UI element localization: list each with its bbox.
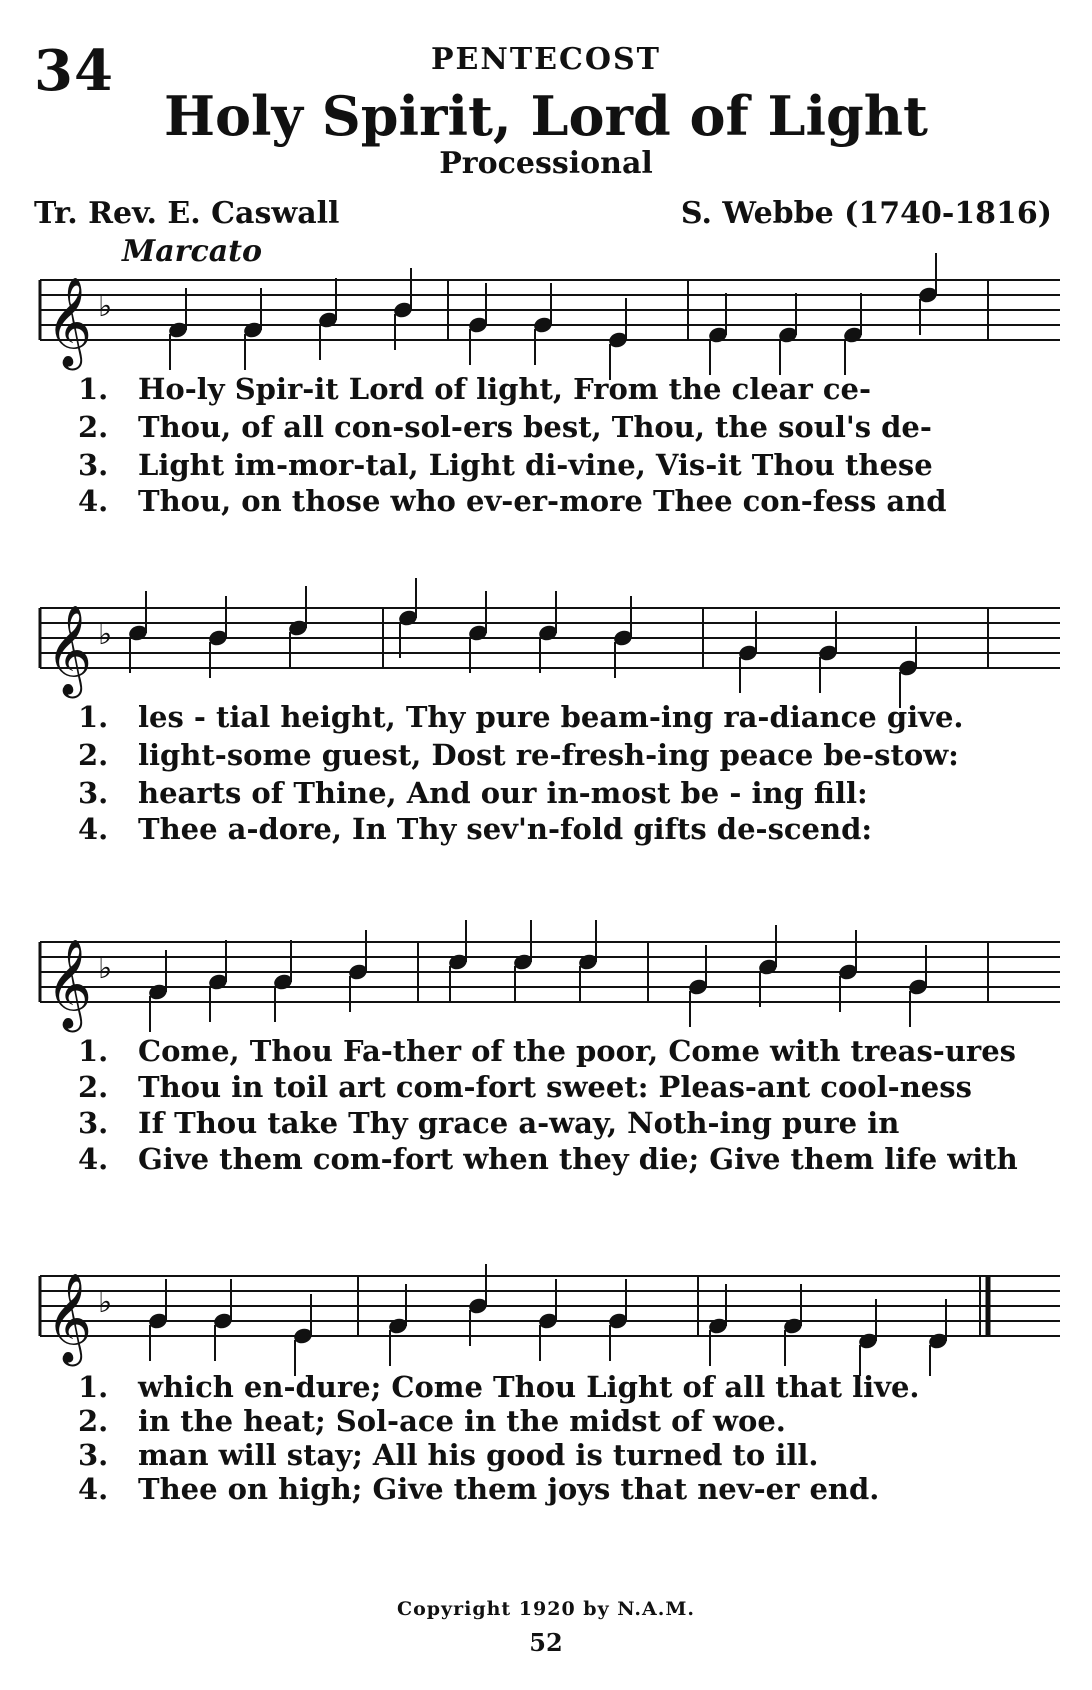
lyric-line: 1. les - tial height, Thy pure beam-ing ra-diance give. bbox=[78, 700, 964, 734]
svg-text:♭: ♭ bbox=[98, 951, 113, 986]
lyric-line: 4. Give them com-fort when they die; Give them life with bbox=[78, 1142, 1018, 1176]
music-system-3 bbox=[38, 912, 1062, 1176]
season-heading: PENTECOST bbox=[430, 42, 662, 77]
lyric-line: 3. If Thou take Thy grace a-way, Noth-ing pure in bbox=[78, 1106, 900, 1140]
lyric-line: 4. Thou, on those who ev-er-more Thee con-fess and bbox=[78, 484, 947, 518]
staff-3 bbox=[38, 912, 1062, 1042]
lyric-line: 2. light-some guest, Dost re-fresh-ing peace be-stow: bbox=[78, 738, 959, 772]
svg-text:𝄞: 𝄞 bbox=[46, 1273, 93, 1363]
lyric-line: 2. in the heat; Sol-ace in the midst of woe. bbox=[78, 1404, 786, 1438]
lyric-line: 4. Thee on high; Give them joys that nev-er end. bbox=[78, 1472, 880, 1506]
composer-credit: S. Webbe (1740-1816) bbox=[680, 196, 1052, 231]
copyright-notice: Copyright 1920 by N.A.M. bbox=[396, 1598, 696, 1620]
lyric-line: 1. which en-dure; Come Thou Light of all that live. bbox=[78, 1370, 920, 1404]
lyric-line: 3. Light im-mor-tal, Light di-vine, Vis-it Thou these bbox=[78, 448, 933, 482]
svg-text:𝄞: 𝄞 bbox=[46, 605, 93, 695]
music-system-2 bbox=[38, 578, 1062, 846]
hymn-subtitle: Processional bbox=[439, 146, 653, 181]
svg-text:𝄞: 𝄞 bbox=[46, 939, 93, 1029]
svg-text:♭: ♭ bbox=[98, 617, 113, 652]
hymn-title: Holy Spirit, Lord of Light bbox=[164, 84, 928, 148]
music-system-1 bbox=[38, 250, 1062, 518]
lyric-line: 3. hearts of Thine, And our in-most be - ing fill: bbox=[78, 776, 868, 810]
staff-4 bbox=[38, 1246, 1062, 1376]
svg-text:♭: ♭ bbox=[98, 289, 113, 324]
music-system-4 bbox=[38, 1246, 1062, 1506]
page-number: 52 bbox=[529, 1628, 563, 1657]
lyric-line: 2. Thou, of all con-sol-ers best, Thou, the soul's de- bbox=[78, 410, 932, 444]
svg-text:𝄞: 𝄞 bbox=[46, 277, 93, 367]
lyric-line: 4. Thee a-dore, In Thy sev'n-fold gifts de-scend: bbox=[78, 812, 873, 846]
lyric-line: 2. Thou in toil art com-fort sweet: Pleas-ant cool-ness bbox=[78, 1070, 972, 1104]
tempo-marking: Marcato bbox=[122, 234, 263, 269]
hymn-number: 34 bbox=[34, 38, 114, 104]
lyric-line: 3. man will stay; All his good is turned to ill. bbox=[78, 1438, 819, 1472]
staff-1 bbox=[38, 250, 1062, 380]
translator-credit: Tr. Rev. E. Caswall bbox=[34, 196, 340, 231]
svg-text:♭: ♭ bbox=[98, 1285, 113, 1320]
lyric-line: 1. Ho-ly Spir-it Lord of light, From the clear ce- bbox=[78, 372, 872, 406]
lyric-line: 1. Come, Thou Fa-ther of the poor, Come with treas-ures bbox=[78, 1034, 1016, 1068]
staff-2 bbox=[38, 578, 1062, 708]
